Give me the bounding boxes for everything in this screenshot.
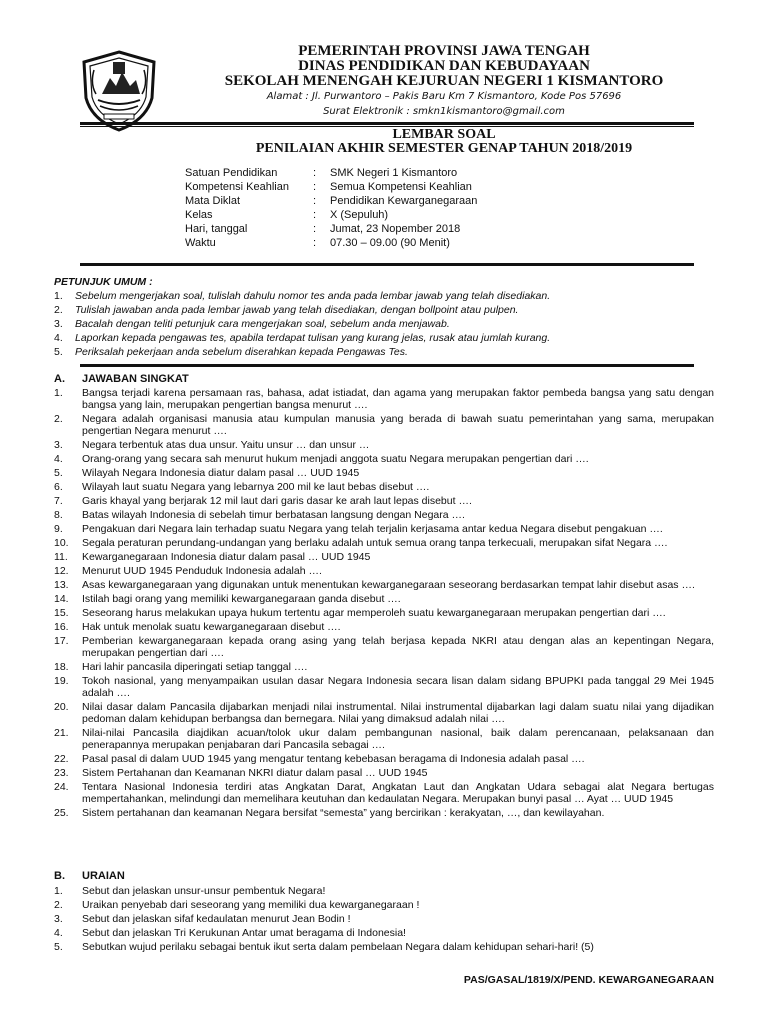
instruction-item: 1. Sebelum mengerjakan soal, tulislah dahulu nomor tes anda pada lembar jawab yang telah disediakan. [54,290,551,302]
section-a-questions [54,387,714,821]
essay-item: 5. Sebutkan wujud perilaku sebagai bentuk ikut serta dalam pembelaan Negara dalam kehidupan sehari-hari! (5) [54,941,594,953]
question-item: 15. Seseorang harus melakukan upaya hukum tertentu agar memperoleh suatu kewarganegaraan merupakan pengertian dari …. [54,607,666,619]
question-item: 19. Tokoh nasional, yang menyampaikan usulan dasar Negara Indonesia secara lisan dalam sidang BPUPKI pada tanggal 29 Mei 1945 adalah …. [54,675,714,699]
header-divider [80,122,694,125]
identity-key: Waktu [185,237,216,249]
letterhead-line-1: PEMERINTAH PROVINSI JAWA TENGAH [298,43,590,59]
essay-item: 1. Sebut dan jelaskan unsur-unsur pembentuk Negara! [54,885,326,897]
exam-title: PENILAIAN AKHIR SEMESTER GENAP TAHUN 2018/2019 [255,141,633,156]
identity-value: Jumat, 23 Nopember 2018 [330,223,461,235]
sheet-title: LEMBAR SOAL [392,127,496,142]
letterhead-email: Surat Elektronik : smkn1kismantoro@gmail.com [323,106,565,117]
question-item: 2. Negara adalah organisasi manusia atau kumpulan manusia yang berada di bawah suatu pemerintahan yang sama, merupakan pengertian Negara menurut …. [54,413,714,437]
instructions-divider [80,364,694,367]
question-item: 23. Sistem Pertahanan dan Keamanan NKRI diatur dalam pasal … UUD 1945 [54,767,428,779]
question-item: 21. Nilai-nilai Pancasila diajdikan acuan/tolok ukur dalam pembangunan nasional, baik dalam perencanaan, pelaksanaan dan penerapannya merupakan penjabaran dari Pancasila sebagai …. [54,727,714,751]
question-item: 3. Negara terbentuk atas dua unsur. Yaitu unsur … dan unsur … [54,439,370,451]
identity-key: Mata Diklat [185,195,241,207]
letterhead-address: Alamat : Jl. Purwantoro – Pakis Baru Km 7 Kismantoro, Kode Pos 57696 [266,91,622,102]
essay-item: 2. Uraikan penyebab dari seseorang yang memiliki dua kewarganegaraan ! [54,899,420,911]
identity-divider [80,263,694,266]
letterhead-line-2: DINAS PENDIDIKAN DAN KEBUDAYAAN [298,58,590,74]
identity-row: Kelas : X (Sepuluh) [185,209,389,221]
exam-page: PEMERINTAH PROVINSI JAWA TENGAH DINAS PENDIDIKAN DAN KEBUDAYAAN SEKOLAH MENENGAH KEJURUAN NEGERI 1 KISMANTORO Alamat : Jl. Purwantoro – Pakis Baru Km 7 Kismantoro, Kode Pos 57696 Surat Elektronik : smkn1kismantoro@gmail.com LEMBAR SOAL PENILAIAN AKHIR SEMESTER GENAP TAHUN 2018/2019 Satuan Pendidikan : SMK Negeri 1 Kismantoro Kompetensi Keahlian : Semua Kompetensi Keahlian Mata Diklat : Pendidikan Kewarganegaraan Kelas : X (Sepuluh) Hari, tanggal : Jumat, 23 Nopember 2018 Waktu : 07.30 – 09.00 (90 Menit) PETUNJUK UMUM : 1. Sebelum mengerjakan soal, tulislah dahulu nomor tes anda pada lembar jawab yang telah disediakan. 2. Tulislah jawaban anda pada lembar jawab yang telah disediakan, dengan bollpoint atau pulpen. 3. Bacalah dengan teliti petunjuk cara mengerjakan soal, sebelum anda menjawab. 4. Laporkan kepada pengawas tes, apabila terdapat tulisan yang kurang jelas, rusak atau jumlah kurang. 5. Periksalah pekerjaan anda sebelum diserahkan kepada Pengawas Tes. A. JAWABAN SINGKAT 1. Bangsa terjadi karena persamaan ras, bahasa, adat istiadat, dan agama yang merupakan faktor pembeda bangsa yang satu dengan bangsa yang lain, merupakan pengertian bangsa menurut …. 2. Negara adalah organisasi manusia atau kumpulan manusia yang berada di bawah suatu pemerintahan yang sama, merupakan pengertian Negara menurut …. 3. Negara terbentuk atas dua unsur. Yaitu unsur … dan unsur … 4. Orang-orang yang secara sah menurut hukum menjadi anggota suatu Negara merupakan pengertian dari …. 5. Wilayah Negara Indonesia diatur dalam pasal … UUD 1945 6. Wilayah laut suatu Negara yang lebarnya 200 mil ke laut bebas disebut …. 7. Garis khayal yang berjarak 12 mil laut dari garis dasar ke arah laut lepas disebut …. 8. Batas wilayah Indonesia di sebelah timur berbatasan langsung dengan Negara …. 9. Pengakuan dari Negara lain terhadap suatu Negara yang telah terjalin kerjasama antar kedua Negara disebut pengakuan …. 10. Segala peraturan perundang-undangan yang berlaku adalah untuk semua orang tanpa terkecuali, merupakan sifat Negara …. 11. Kewarganegaraan Indonesia diatur dalam pasal … UUD 1945 12. Menurut UUD 1945 Penduduk Indonesia adalah …. 13. Asas kewarganegaraan yang digunakan untuk menentukan kewarganegaraan seseorang berdasarkan tempat lahir disebut asas …. 14. Istilah bagi orang yang memiliki kewarganegaraan ganda disebut …. 15. Seseorang harus melakukan upaya hukum tertentu agar memperoleh suatu kewarganegaraan merupakan pengertian dari …. 16. Hak untuk menolak suatu kewarganegaraan disebut …. 17. Pemberian kewarganegaraan kepada orang asing yang telah berjasa kepada NKRI atau dengan alas an kepentingan Negara, merupakan pengertian dari …. 18. Hari lahir pancasila diperingati setiap tanggal …. 19. Tokoh nasional, yang menyampaikan usulan dasar Negara Indonesia secara lisan dalam sidang BPUPKI pada tanggal 29 Mei 1945 adalah …. 20. Nilai dasar dalam Pancasila dijabarkan menjadi nilai instrumental. Nilai instrumental dijabarkan lagi dalam suatu nilai yang dijadikan pedoman dalam kehidupan berbangsa dan bernegara. Nilai yang dimaksud adalah nilai …. 21. Nilai-nilai Pancasila diajdikan acuan/tolok ukur dalam pembangunan nasional, baik dalam perencanaan, pelaksanaan dan penerapannya merupakan penjabaran dari Pancasila sebagai …. 22. Pasal pasal di dalam UUD 1945 yang mengatur tentang kebebasan beragama di Indonesia adalah pasal …. 23. Sistem Pertahanan dan Keamanan NKRI diatur dalam pasal … UUD 1945 24. Tentara Nasional Indonesia terdiri atas Angkatan Darat, Angkatan Laut dan Angkatan Udara sebagai alat Negara bertugas mempertahankan, melindungi dan memelihara keutuhan dan kedaulatan Negara. Merupakan bunyi pasal … Ayat … UUD 1945 25. Sistem pertahanan dan keamanan Negara bersifat “semesta” yang bercirikan : kerakyatan, …, dan kewilayahan. B. URAIAN 1. Sebut dan jelaskan unsur-unsur pembentuk Negara! 2. Uraikan penyebab dari seseorang yang memiliki dua kewarganegaraan ! 3. Sebut dan jelaskan sifaf kedaulatan menurut Jean Bodin ! 4. Sebut dan jelaskan Tri Kerukunan Antar umat beragama di Indonesia! 5. Sebutkan wujud perilaku sebagai bentuk ikut serta dalam pembelaan Negara dalam kehidupan sehari-hari! (5) PAS/GASAL/1819/X/PEND. KEWARGANEGARAAN [0,0,768,1024]
question-item: 5. Wilayah Negara Indonesia diatur dalam pasal … UUD 1945 [54,467,360,479]
identity-value: 07.30 – 09.00 (90 Menit) [330,237,450,249]
instructions-heading: PETUNJUK UMUM : [54,276,153,288]
question-item: 9. Pengakuan dari Negara lain terhadap suatu Negara yang telah terjalin kerjasama antar kedua Negara disebut pengakuan …. [54,523,663,535]
identity-row: Kompetensi Keahlian : Semua Kompetensi Keahlian [185,181,472,193]
essay-item: 4. Sebut dan jelaskan Tri Kerukunan Antar umat beragama di Indonesia! [54,927,406,939]
identity-value: Semua Kompetensi Keahlian [330,181,472,193]
question-item: 16. Hak untuk menolak suatu kewarganegaraan disebut …. [54,621,341,633]
identity-value: Pendidikan Kewarganegaraan [330,195,478,207]
question-item: 25. Sistem pertahanan dan keamanan Negara bersifat “semesta” yang bercirikan : kerakyatan, …, dan kewilayahan. [54,807,605,819]
essay-item: 3. Sebut dan jelaskan sifaf kedaulatan menurut Jean Bodin ! [54,913,351,925]
identity-key: Hari, tanggal [185,223,248,235]
question-item: 20. Nilai dasar dalam Pancasila dijabarkan menjadi nilai instrumental. Nilai instrumental dijabarkan lagi dalam suatu nilai yang dijadikan pedoman dalam kehidupan berbangsa dan bernegara. Nilai yang dimaksud adalah nilai …. [54,701,714,725]
question-item: 13. Asas kewarganegaraan yang digunakan untuk menentukan kewarganegaraan seseorang berdasarkan tempat lahir disebut asas …. [54,579,695,591]
identity-value: SMK Negeri 1 Kismantoro [330,167,458,179]
identity-key: Kelas [185,209,213,221]
question-item: 8. Batas wilayah Indonesia di sebelah timur berbatasan langsung dengan Negara …. [54,509,465,521]
section-b-questions [54,885,714,955]
identity-value: X (Sepuluh) [330,209,389,221]
question-item: 14. Istilah bagi orang yang memiliki kewarganegaraan ganda disebut …. [54,593,401,605]
instruction-item: 3. Bacalah dengan teliti petunjuk cara mengerjakan soal, sebelum anda menjawab. [54,318,450,330]
identity-row: Satuan Pendidikan : SMK Negeri 1 Kismantoro [185,167,458,179]
question-item: 12. Menurut UUD 1945 Penduduk Indonesia adalah …. [54,565,322,577]
question-item: 22. Pasal pasal di dalam UUD 1945 yang mengatur tentang kebebasan beragama di Indonesia adalah pasal …. [54,753,585,765]
document-code: PAS/GASAL/1819/X/PEND. KEWARGANEGARAAN [463,974,714,986]
letterhead-line-3: SEKOLAH MENENGAH KEJURUAN NEGERI 1 KISMANTORO [224,73,664,89]
question-item: 6. Wilayah laut suatu Negara yang lebarnya 200 mil ke laut bebas disebut …. [54,481,430,493]
question-item: 24. Tentara Nasional Indonesia terdiri atas Angkatan Darat, Angkatan Laut dan Angkatan Udara sebagai alat Negara bertugas mempertahankan, melindungi dan memelihara keutuhan dan kedaulatan Negara. Merupakan bunyi pasal … Ayat … UUD 1945 [54,781,714,805]
identity-row: Waktu : 07.30 – 09.00 (90 Menit) [185,237,450,249]
general-instructions [54,275,714,359]
question-item: 1. Bangsa terjadi karena persamaan ras, bahasa, adat istiadat, dan agama yang merupakan faktor pembeda bangsa yang satu dengan bangsa yang lain, merupakan pengertian bangsa menurut …. [54,387,714,411]
instruction-item: 5. Periksalah pekerjaan anda sebelum diserahkan kepada Pengawas Tes. [54,346,408,358]
identity-row: Hari, tanggal : Jumat, 23 Nopember 2018 [185,223,461,235]
instruction-item: 2. Tulislah jawaban anda pada lembar jawab yang telah disediakan, dengan bollpoint atau pulpen. [54,304,519,316]
provincial-emblem-icon [80,50,158,132]
question-item: 18. Hari lahir pancasila diperingati setiap tanggal …. [54,661,308,673]
header-divider-thin [80,126,694,127]
question-item: 11. Kewarganegaraan Indonesia diatur dalam pasal … UUD 1945 [54,551,371,563]
instruction-item: 4. Laporkan kepada pengawas tes, apabila terdapat tulisan yang kurang jelas, rusak atau jumlah kurang. [54,332,551,344]
question-item: 17. Pemberian kewarganegaraan kepada orang asing yang telah berjasa kepada NKRI atau dengan alas an kepentingan Negara, merupakan pengertian dari …. [54,635,714,659]
question-item: 4. Orang-orang yang secara sah menurut hukum menjadi anggota suatu Negara merupakan pengertian dari …. [54,453,589,465]
identity-key: Satuan Pendidikan [185,167,278,179]
identity-key: Kompetensi Keahlian [185,181,289,193]
exam-identity [185,166,585,250]
letterhead [160,44,728,119]
identity-row: Mata Diklat : Pendidikan Kewarganegaraan [185,195,478,207]
question-item: 10. Segala peraturan perundang-undangan yang berlaku adalah untuk semua orang tanpa terkecuali, merupakan sifat Negara …. [54,537,668,549]
question-item: 7. Garis khayal yang berjarak 12 mil laut dari garis dasar ke arah laut lepas disebut …. [54,495,472,507]
